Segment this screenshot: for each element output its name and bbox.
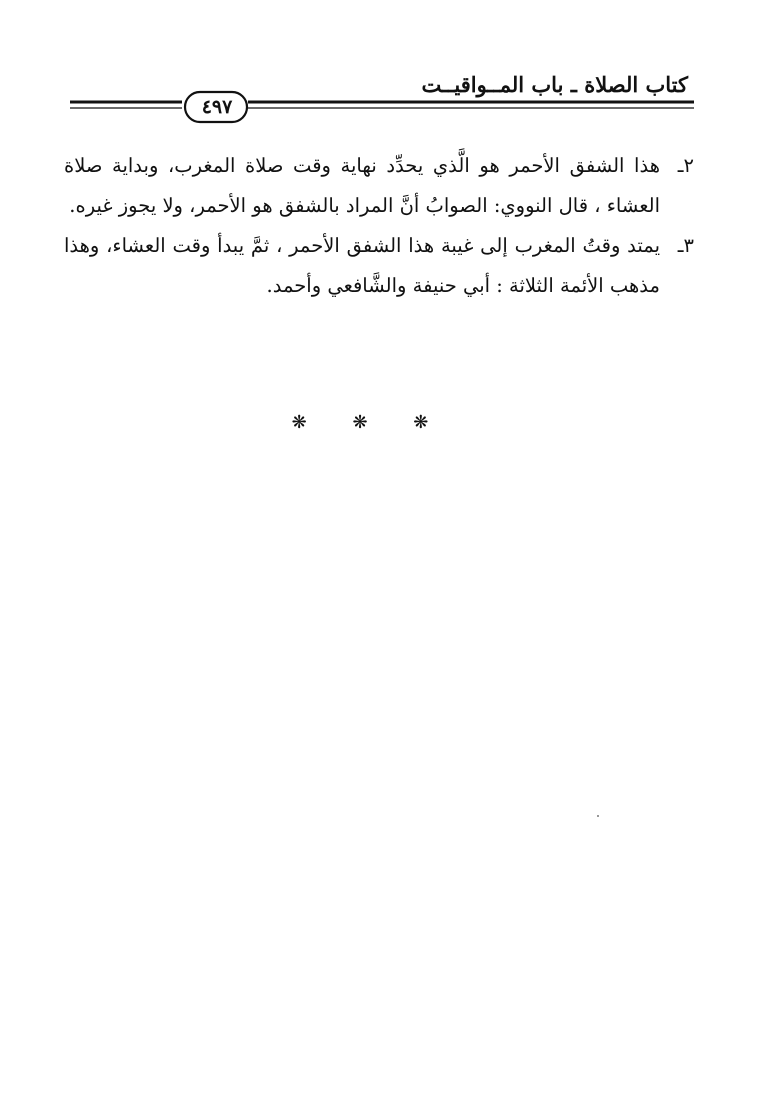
- section-divider: ❋ ❋ ❋: [291, 412, 449, 433]
- running-title: كتاب الصلاة ـ باب المــواقيــت: [421, 72, 688, 97]
- header-rule: [68, 88, 696, 128]
- note-item: [64, 226, 694, 306]
- note-number: ٣ـ: [677, 234, 694, 257]
- note-text: يمتد وقتُ المغرب إلى غيبة هذا الشفق الأحمر ، ثمَّ يبدأ وقت العشاء، وهذا مذهب الأئمة الثلاثة : أبي حنيفة والشَّافعي وأحمد.: [64, 234, 660, 297]
- note-text: هذا الشفق الأحمر هو الَّذي يحدِّد نهاية وقت صلاة المغرب، وبداية صلاة العشاء ، قال النووي: الصوابُ أنَّ المراد بالشفق هو الأحمر، ولا يجوز غيره.: [64, 154, 660, 217]
- scan-speck: [597, 815, 599, 817]
- footnotes: [64, 146, 694, 306]
- note-number: ٢ـ: [677, 154, 694, 177]
- note-item: [64, 146, 694, 226]
- page-number: ٤٩٧: [201, 96, 233, 118]
